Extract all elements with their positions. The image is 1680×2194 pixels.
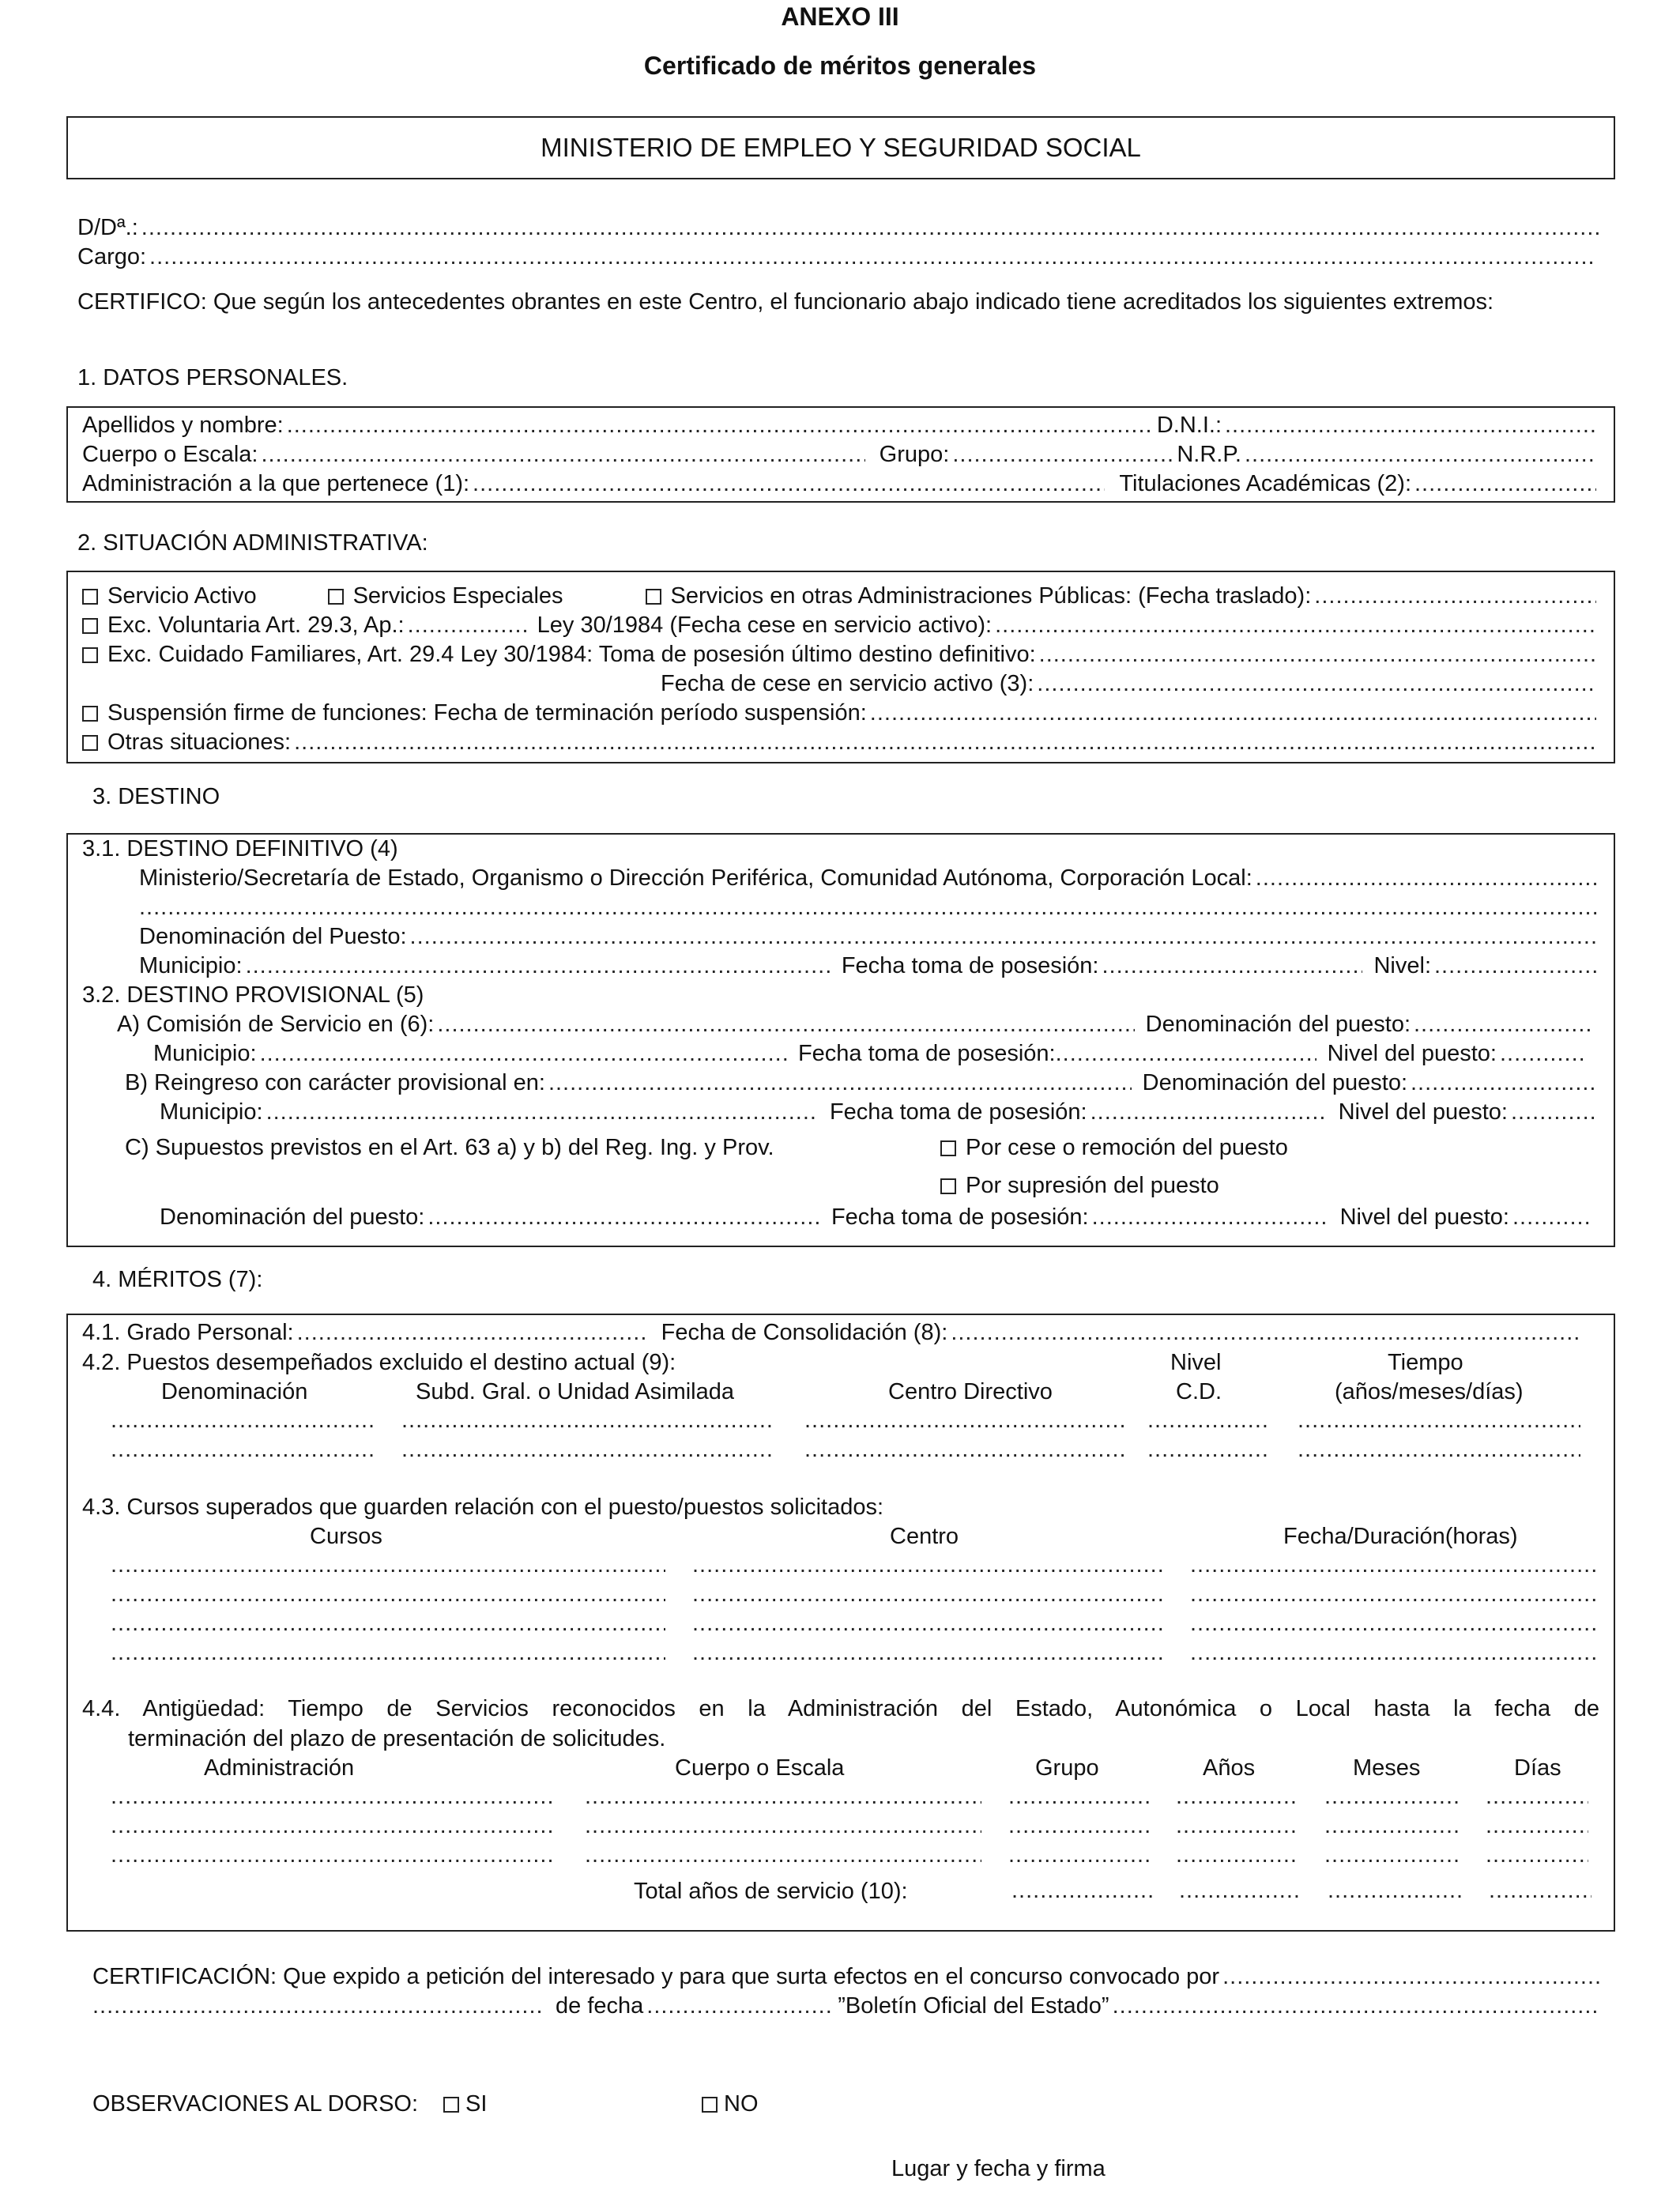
meritos-box: [66, 1314, 1615, 1932]
den-puesto-a-field[interactable]: [1414, 1010, 1591, 1039]
fecha-cese-field[interactable]: [1037, 669, 1596, 699]
suspension-field[interactable]: [870, 699, 1596, 728]
grado-row: 4.1. Grado Personal: ..... Fecha de Consolidación (8): .....: [82, 1318, 1584, 1348]
puesto-cell[interactable]: [1147, 1435, 1268, 1465]
denominacion-field[interactable]: [410, 922, 1596, 952]
col-meses: Meses: [1353, 1755, 1421, 1781]
obs-si-checkbox[interactable]: [443, 2097, 459, 2113]
total-meses-cell[interactable]: [1328, 1876, 1463, 1906]
ministerio-row: Ministerio/Secretaría de Estado, Organismo o Dirección Periférica, Comunidad Autónoma, Corporación Local: .....: [139, 864, 1599, 893]
annex-title: ANEXO III: [781, 2, 899, 31]
col-subd: Subd. Gral. o Unidad Asimilada: [416, 1379, 734, 1404]
fecha-traslado-field[interactable]: [1314, 582, 1596, 611]
antiguedad-cell[interactable]: [1486, 1841, 1588, 1870]
situation-row-1: Servicio Activo Servicios Especiales Servicios en otras Administraciones Públicas: (Fecha traslado): .....: [82, 582, 1599, 611]
puesto-cell[interactable]: [804, 1435, 1128, 1465]
cese-option: Por cese o remoción del puesto: [940, 1133, 1288, 1163]
apellidos-row: Apellidos y nombre: ..... D.N.I.: .....: [82, 411, 1599, 440]
suspension-checkbox[interactable]: [82, 706, 98, 722]
col-dias: Días: [1514, 1755, 1561, 1781]
puesto-cell[interactable]: [804, 1406, 1128, 1435]
antiguedad-cell[interactable]: [1176, 1811, 1296, 1841]
antiguedad-cell[interactable]: [1176, 1841, 1296, 1870]
firma-label: Lugar y fecha y firma: [891, 2156, 1106, 2181]
section1-title: 1. DATOS PERSONALES.: [77, 365, 348, 390]
antiguedad-cell[interactable]: [1324, 1811, 1460, 1841]
fecha-cese-activo-field[interactable]: [995, 611, 1596, 640]
antiguedad-cell[interactable]: [1324, 1841, 1460, 1870]
antiguedad-cell[interactable]: [111, 1811, 555, 1841]
col-cuerpo-escala: Cuerpo o Escala: [675, 1755, 845, 1781]
supuestos-row: C) Supuestos previstos en el Art. 63 a) y b) del Reg. Ing. y Prov.: [125, 1135, 774, 1160]
admin-field[interactable]: [473, 469, 1105, 499]
observaciones-no: NO: [702, 2090, 759, 2119]
servicio-activo-checkbox[interactable]: [82, 589, 98, 605]
comision-field[interactable]: [437, 1010, 1134, 1039]
situation-row-2: Exc. Voluntaria Art. 29.3, Ap.: ..... Ley 30/1984 (Fecha cese en servicio activo): .....: [82, 611, 1599, 640]
destino-definitivo-title: 3.1. DESTINO DEFINITIVO (4): [82, 836, 398, 861]
curso-cell[interactable]: [111, 1638, 665, 1668]
municipio-def-field[interactable]: [246, 952, 831, 981]
certifico-text: CERTIFICO: Que según los antecedentes obrantes en este Centro, el funcionario abajo indicado tiene acreditados los siguientes extremos:: [77, 289, 1494, 315]
col-nivel: Nivel: [1170, 1350, 1222, 1375]
ministerio-field-cont[interactable]: [139, 893, 1599, 922]
concurso-field[interactable]: [1222, 1962, 1600, 1992]
apellidos-field[interactable]: [287, 411, 1154, 440]
puesto-cell[interactable]: [1298, 1435, 1580, 1465]
observaciones-row: OBSERVACIONES AL DORSO: SI: [92, 2091, 488, 2117]
ministerio-row-cont: [139, 893, 1599, 922]
fecha-toma-b-field[interactable]: [1090, 1098, 1328, 1127]
curso-cell[interactable]: [111, 1609, 665, 1638]
cese-checkbox[interactable]: [940, 1140, 956, 1156]
comision-row: A) Comisión de Servicio en (6): ..... Denominación del puesto: .....: [117, 1010, 1595, 1039]
section4-title: 4. MÉRITOS (7):: [92, 1267, 263, 1292]
total-label: Total años de servicio (10):: [634, 1879, 908, 1904]
grupo-field[interactable]: [952, 440, 1173, 469]
admin-row: Administración a la que pertenece (1): ..... Titulaciones Académicas (2): .....: [82, 469, 1599, 499]
exc-voluntaria-checkbox[interactable]: [82, 618, 98, 634]
otras-admin-checkbox[interactable]: [646, 589, 661, 605]
supresion-checkbox[interactable]: [940, 1178, 956, 1194]
antiguedad-cell[interactable]: [585, 1782, 981, 1811]
situation-row-6: Otras situaciones: .....: [82, 728, 1599, 757]
antiguedad-cell[interactable]: [111, 1782, 555, 1811]
col-grupo: Grupo: [1035, 1755, 1099, 1781]
municipio-def-row: Municipio: ..... Fecha toma de posesión: ..... Nivel: .....: [139, 952, 1599, 981]
reingreso-field[interactable]: [548, 1069, 1132, 1098]
antiguedad-cell[interactable]: [1008, 1841, 1152, 1870]
col-administracion: Administración: [204, 1755, 355, 1781]
puesto-cell[interactable]: [401, 1435, 774, 1465]
nivel-def-field[interactable]: [1434, 952, 1596, 981]
antiguedad-cell[interactable]: [585, 1841, 981, 1870]
antiguedad-title: 4.4. Antigüedad: Tiempo de Servicios reconocidos en la Administración del Estado, Autonómica o Local hasta la fecha de: [82, 1696, 1599, 1721]
nivel-c-field[interactable]: [1512, 1203, 1591, 1232]
situation-row-5: Suspensión firme de funciones: Fecha de terminación período suspensión: .....: [82, 699, 1599, 728]
fecha-toma-c-field[interactable]: [1092, 1203, 1329, 1232]
reingreso-row: B) Reingreso con carácter provisional en: ..... Denominación del puesto: .....: [125, 1069, 1599, 1098]
cargo-field[interactable]: Cargo: .....: [77, 243, 1596, 272]
situation-row-4: Fecha de cese en servicio activo (3): .....: [661, 669, 1599, 699]
antiguedad-cell[interactable]: [1008, 1811, 1152, 1841]
admin-situation-box: [66, 571, 1615, 763]
ministry-box: [66, 116, 1615, 179]
section2-title: 2. SITUACIÓN ADMINISTRATIVA:: [77, 530, 428, 556]
antiguedad-cell[interactable]: [585, 1811, 981, 1841]
col-amd: (años/meses/días): [1335, 1379, 1524, 1404]
col-anos: Años: [1203, 1755, 1256, 1781]
situation-row-3: Exc. Cuidado Familiares, Art. 29.4 Ley 30/1984: Toma de posesión último destino definitivo: .....: [82, 640, 1599, 669]
total-anos-cell[interactable]: [1179, 1876, 1299, 1906]
antiguedad-cell[interactable]: [1486, 1782, 1588, 1811]
otras-situaciones-checkbox[interactable]: [82, 735, 98, 751]
curso-cell[interactable]: [692, 1551, 1165, 1580]
puesto-cell[interactable]: [111, 1406, 373, 1435]
puesto-cell[interactable]: [1298, 1406, 1580, 1435]
curso-cell[interactable]: [692, 1638, 1165, 1668]
destino-provisional-title: 3.2. DESTINO PROVISIONAL (5): [82, 982, 424, 1008]
nivel-a-field[interactable]: [1500, 1039, 1587, 1069]
destino-box: [66, 833, 1615, 1247]
den-puesto-c-field[interactable]: [428, 1203, 820, 1232]
personal-data-box: [66, 406, 1615, 503]
toma-posesion-field[interactable]: [1039, 640, 1596, 669]
exc-cuidado-checkbox[interactable]: [82, 647, 98, 663]
col-denominacion: Denominación: [161, 1379, 308, 1404]
supresion-option: Por supresión del puesto: [940, 1171, 1219, 1201]
section3-title: 3. DESTINO: [92, 784, 220, 809]
titulaciones-field[interactable]: [1414, 469, 1596, 499]
antiguedad-title-cont: terminación del plazo de presentación de solicitudes.: [128, 1726, 666, 1751]
dd-field[interactable]: D/Dª.: .....: [77, 213, 1603, 243]
otras-situaciones-field[interactable]: [294, 728, 1596, 757]
col-fecha-duracion: Fecha/Duración(horas): [1283, 1524, 1518, 1549]
total-grupo-cell[interactable]: [1011, 1876, 1155, 1906]
consolidacion-field[interactable]: [951, 1318, 1580, 1348]
grado-field[interactable]: [297, 1318, 649, 1348]
col-centro-directivo: Centro Directivo: [888, 1379, 1053, 1404]
cuerpo-field[interactable]: [261, 440, 864, 469]
puestos-title: 4.2. Puestos desempeñados excluido el destino actual (9):: [82, 1350, 676, 1375]
antiguedad-cell[interactable]: [1324, 1782, 1460, 1811]
municipio-a-field[interactable]: [260, 1039, 787, 1069]
curso-cell[interactable]: [1190, 1609, 1596, 1638]
dni-field[interactable]: [1225, 411, 1596, 440]
cursos-title: 4.3. Cursos superados que guarden relación con el puesto/puestos solicitados:: [82, 1495, 884, 1520]
fecha-toma-a-field[interactable]: [1056, 1039, 1317, 1069]
municipio-b-row: Municipio: ..... Fecha toma de posesión: ..... Nivel del puesto: .....: [160, 1098, 1599, 1127]
col-tiempo: Tiempo: [1388, 1350, 1463, 1375]
curso-cell[interactable]: [1190, 1551, 1596, 1580]
denominacion-row: Denominación del Puesto: .....: [139, 922, 1599, 952]
puesto-cell[interactable]: [111, 1435, 373, 1465]
certificacion-line-1: CERTIFICACIÓN: Que expido a petición del interesado y para que surta efectos en el concurso convocado por .....: [92, 1962, 1603, 1992]
document-title: Certificado de méritos generales: [643, 51, 1037, 80]
total-dias-cell[interactable]: [1489, 1876, 1591, 1906]
den-puesto-b-field[interactable]: [1411, 1069, 1596, 1098]
antiguedad-cell[interactable]: [1176, 1782, 1296, 1811]
antiguedad-cell[interactable]: [1008, 1782, 1152, 1811]
col-centro: Centro: [890, 1524, 959, 1549]
servicios-especiales-checkbox[interactable]: [328, 589, 344, 605]
curso-cell[interactable]: [111, 1580, 665, 1609]
curso-cell[interactable]: [1190, 1638, 1596, 1668]
convocatoria-field[interactable]: [92, 1992, 543, 2021]
municipio-b-field[interactable]: [266, 1098, 819, 1127]
boe-field[interactable]: [1113, 1992, 1600, 2021]
fecha-boe-field[interactable]: [646, 1992, 834, 2021]
certificacion-line-2: ..... de fecha ..... ”Boletín Oficial del Estado” .....: [92, 1992, 1603, 2021]
col-cursos: Cursos: [310, 1524, 382, 1549]
col-cd: C.D.: [1176, 1379, 1222, 1404]
cuerpo-row: Cuerpo o Escala: ..... Grupo: ..... N.R.P. .....: [82, 440, 1599, 469]
curso-cell[interactable]: [692, 1609, 1165, 1638]
municipio-a-row: Municipio: ..... Fecha toma de posesión: ..... Nivel del puesto: .....: [153, 1039, 1590, 1069]
fecha-toma-def-field[interactable]: [1102, 952, 1362, 981]
curso-cell[interactable]: [1190, 1580, 1596, 1609]
apartado-field[interactable]: [408, 611, 526, 640]
ministerio-field[interactable]: [1256, 864, 1596, 893]
nrp-field[interactable]: [1245, 440, 1596, 469]
antiguedad-cell[interactable]: [1486, 1811, 1588, 1841]
ministry-name: MINISTERIO DE EMPLEO Y SEGURIDAD SOCIAL: [541, 133, 1141, 162]
curso-cell[interactable]: [111, 1551, 665, 1580]
puesto-cell[interactable]: [401, 1406, 774, 1435]
antiguedad-cell[interactable]: [111, 1841, 555, 1870]
curso-cell[interactable]: [692, 1580, 1165, 1609]
nivel-b-field[interactable]: [1511, 1098, 1596, 1127]
puesto-cell[interactable]: [1147, 1406, 1268, 1435]
obs-no-checkbox[interactable]: [702, 2097, 718, 2113]
den-puesto-c-row: Denominación del puesto: ..... Fecha toma de posesión: ..... Nivel del puesto: .....: [160, 1203, 1595, 1232]
